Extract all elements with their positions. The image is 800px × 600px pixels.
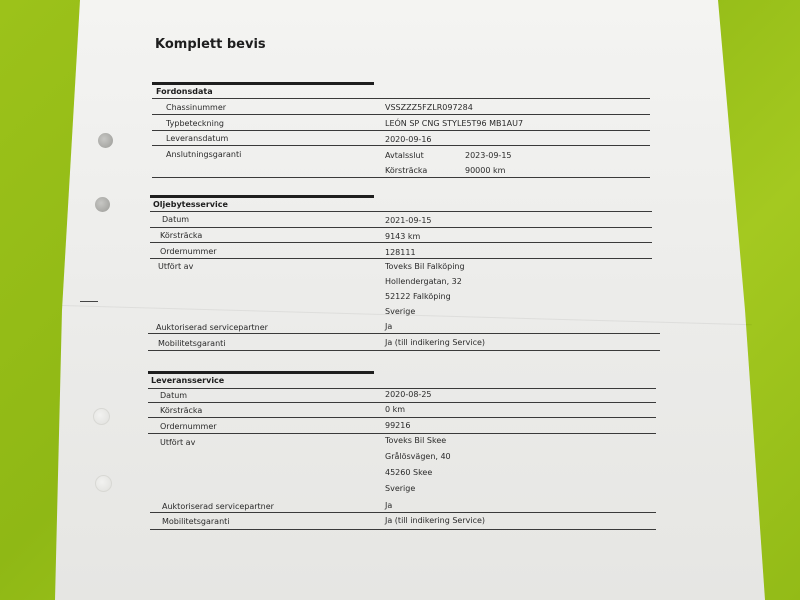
section-rule bbox=[150, 195, 374, 198]
partner-label: Auktoriserad servicepartner bbox=[162, 502, 274, 511]
row-label: Datum bbox=[160, 391, 188, 400]
address-line: Hollendergatan, 32 bbox=[385, 277, 462, 286]
mobility-label: Mobilitetsgaranti bbox=[162, 517, 230, 526]
table-rule bbox=[152, 177, 650, 178]
page-title: Komplett bevis bbox=[155, 37, 266, 52]
punch-hole bbox=[93, 408, 110, 425]
guarantee-end-label: Avtalsslut bbox=[385, 151, 424, 160]
section-heading-oil-service: Oljebytesservice bbox=[153, 200, 228, 209]
address-line: 45260 Skee bbox=[385, 468, 433, 477]
row-value: Toveks Bil Skee bbox=[385, 436, 447, 445]
row-label: Typbeteckning bbox=[166, 119, 224, 128]
row-label: Leveransdatum bbox=[166, 134, 229, 143]
mobility-value: Ja (till indikering Service) bbox=[385, 516, 486, 525]
address-line: 52122 Falköping bbox=[385, 292, 451, 301]
row-value: 99216 bbox=[385, 421, 411, 430]
mobility-value: Ja (till indikering Service) bbox=[385, 338, 486, 347]
table-rule bbox=[148, 402, 656, 403]
address-line: Grålösvägen, 40 bbox=[385, 452, 451, 461]
row-value: VSSZZZ5FZLR097284 bbox=[385, 103, 473, 112]
partner-value: Ja bbox=[385, 322, 393, 331]
mobility-label: Mobilitetsgaranti bbox=[158, 339, 226, 348]
table-rule bbox=[150, 211, 652, 212]
row-value: 9143 km bbox=[385, 232, 421, 241]
partner-value: Ja bbox=[385, 501, 393, 510]
row-value: 2021-09-15 bbox=[385, 216, 432, 225]
table-rule bbox=[148, 417, 656, 418]
row-label: Chassinummer bbox=[166, 103, 227, 112]
table-rule bbox=[150, 227, 652, 228]
guarantee-end-value: 2023-09-15 bbox=[465, 151, 512, 160]
row-value: 2020-09-16 bbox=[385, 135, 432, 144]
address-line: Sverige bbox=[385, 307, 416, 316]
row-label: Datum bbox=[162, 215, 190, 224]
table-rule bbox=[152, 145, 650, 146]
table-rule bbox=[148, 333, 660, 334]
row-label: Utfört av bbox=[158, 262, 194, 271]
row-value: 2020-08-25 bbox=[385, 390, 432, 399]
table-rule bbox=[150, 258, 652, 259]
row-label: Anslutningsgaranti bbox=[166, 150, 242, 159]
section-rule bbox=[152, 82, 374, 85]
table-rule bbox=[148, 433, 656, 434]
guarantee-distance-value: 90000 km bbox=[465, 166, 506, 175]
row-value: 128111 bbox=[385, 248, 416, 257]
table-rule bbox=[150, 242, 652, 243]
row-label: Ordernummer bbox=[160, 247, 217, 256]
section-rule bbox=[148, 371, 374, 374]
fold-mark bbox=[80, 301, 98, 302]
row-value: 0 km bbox=[385, 405, 406, 414]
row-label: Körsträcka bbox=[160, 406, 203, 415]
row-label: Utfört av bbox=[160, 438, 196, 447]
table-rule bbox=[148, 350, 660, 351]
punch-hole bbox=[98, 133, 113, 148]
row-value: LEÓN SP CNG STYLE5T96 MB1AU7 bbox=[385, 119, 524, 128]
row-value: Toveks Bil Falköping bbox=[385, 262, 465, 271]
row-label: Ordernummer bbox=[160, 422, 217, 431]
guarantee-distance-label: Körsträcka bbox=[385, 166, 428, 175]
table-rule bbox=[150, 512, 656, 513]
section-heading-vehicle: Fordonsdata bbox=[156, 87, 213, 96]
table-rule bbox=[148, 388, 656, 389]
table-rule bbox=[152, 130, 650, 131]
punch-hole bbox=[95, 475, 112, 492]
table-rule bbox=[150, 529, 656, 530]
punch-hole bbox=[95, 197, 110, 212]
partner-label: Auktoriserad servicepartner bbox=[156, 323, 268, 332]
row-label: Körsträcka bbox=[160, 231, 203, 240]
address-line: Sverige bbox=[385, 484, 416, 493]
table-rule bbox=[152, 114, 650, 115]
table-rule bbox=[152, 98, 650, 99]
section-heading-delivery-service: Leveransservice bbox=[151, 376, 225, 385]
